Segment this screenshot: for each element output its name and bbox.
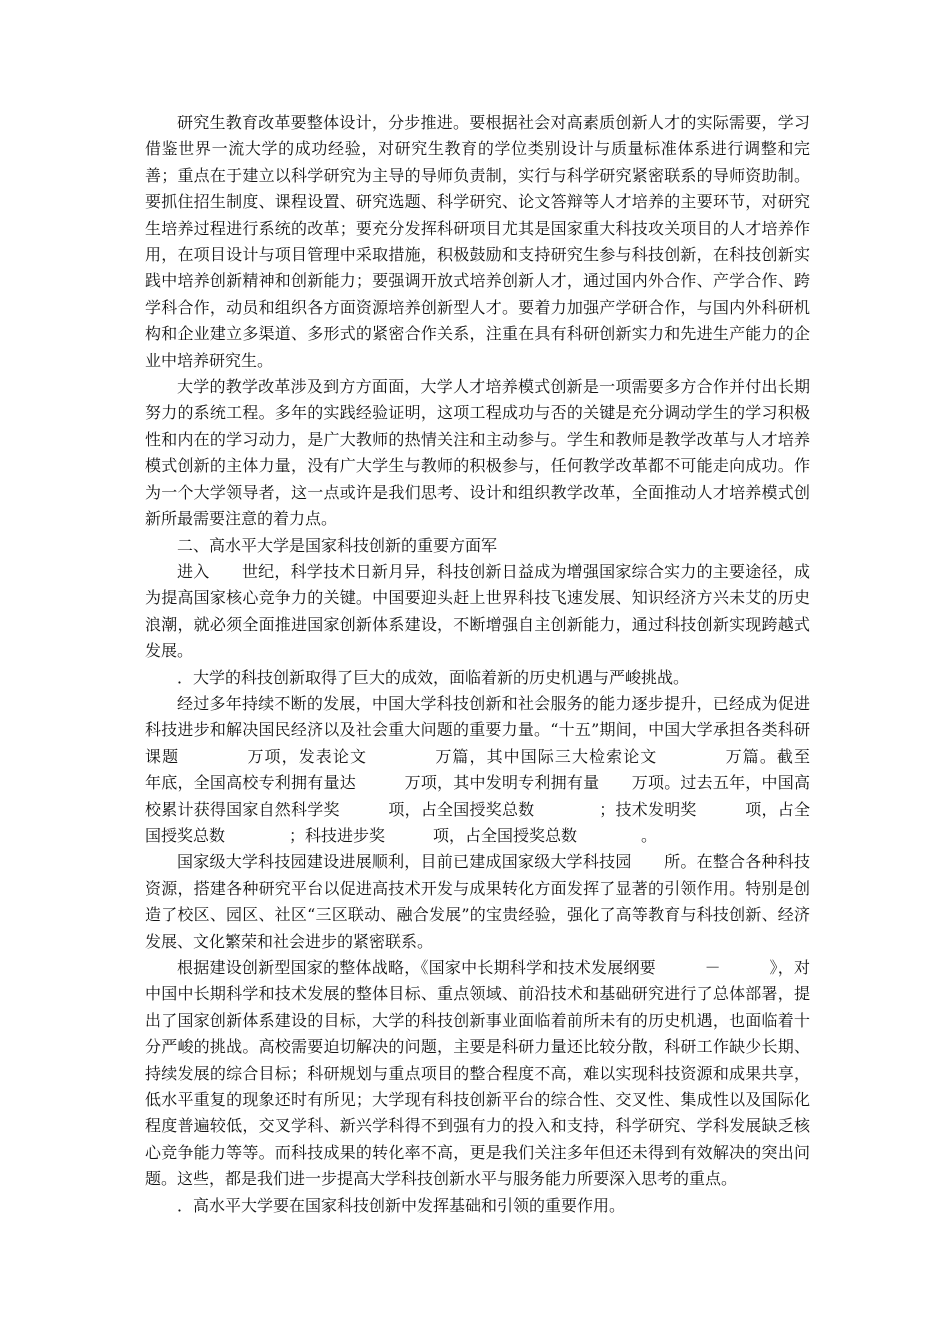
paragraph-strategy-challenges: 根据建设创新型国家的整体战略，《国家中长期科学和技术发展纲要 － 》，对中国中长期科学和技术发展的整体目标、重点领域、前沿技术和基础研究进行了总体部署，提出了国家创新体系建设的目标，大学的科技创新事业面临着前所未有的历史机遇，也面临着十分严峻的挑战。高校需要迫切解决的问题，主要是科研力量还比较分散，科研工作缺少长期、持续发展的综合目标；科研规划与重点项目的整合程度不高，难以实现科技资源和成果共享，低水平重复的现象还时有所见；大学现有科技创新平台的综合性、交叉性、集成性以及国际化程度普遍较低，交叉学科、新兴学科得不到强有力的投入和支持，科学研究、学科发展缺乏核心竞争能力等等。而科技成果的转化率不高，更是我们关注多年但还未得到有效解决的突出问题。这些，都是我们进一步提高大学科技创新水平与服务能力所要深入思考的重点。 — [145, 958, 810, 1189]
subheading-achievements: ．大学的科技创新取得了巨大的成效，面临着新的历史机遇与严峻挑战。 — [177, 667, 690, 687]
paragraph-science-parks: 国家级大学科技园建设进展顺利，目前已建成国家级大学科技园 所。在整合各种科技资源，搭建各种研究平台以促进高技术开发与成果转化方面发挥了显著的引领作用。特别是创造了校区、园区、社区“三区联动、融合发展”的宝贵经验，强化了高等教育与科技创新、经济发展、文化繁荣和社会进步的紧密联系。 — [145, 852, 810, 951]
paragraph-statistics: 经过多年持续不断的发展，中国大学科技创新和社会服务的能力逐步提升，已经成为促进科技进步和解决国民经济以及社会重大问题的重要力量。“十五”期间，中国大学承担各类科研课题 万项，发表论文 万篇，其中国际三大检索论文 万篇。截至 年底，全国高校专利拥有量达 万项，其中发明专利拥有量 万项。过去五年，中国高校累计获得国家自然科学奖 项，占全国授奖总数 ；技术发明奖 项，占全国授奖总数 ；科技进步奖 项，占全国授奖总数 。 — [145, 693, 875, 845]
paragraph-teaching-reform: 大学的教学改革涉及到方方面面，大学人才培养模式创新是一项需要多方合作并付出长期努力的系统工程。多年的实践经验证明，这项工程成功与否的关键是充分调动学生的学习积极性和内在的学习动力，是广大教师的热情关注和主动参与。学生和教师是教学改革与人才培养模式创新的主体力量，没有广大学生与教师的积极参与，任何教学改革都不可能走向成功。作为一个大学领导者，这一点或许是我们思考、设计和组织教学改革，全面推动人才培养模式创新所最需要注意的着力点。 — [145, 377, 810, 529]
paragraph-21st-century: 进入 世纪，科学技术日新月异，科技创新日益成为增强国家综合实力的主要途径，成为提高国家核心竞争力的关键。中国要迎头赶上世界科技飞速发展、知识经济方兴未艾的历史浪潮，就必须全面推进国家创新体系建设，不断增强自主创新能力，通过科技创新实现跨越式发展。 — [145, 561, 810, 661]
document-body — [145, 110, 875, 1219]
section-heading-2: 二、高水平大学是国家科技创新的重要方面军 — [177, 535, 498, 555]
paragraph-graduate-education-reform: 研究生教育改革要整体设计，分步推进。要根据社会对高素质创新人才的实际需要，学习借鉴世界一流大学的成功经验，对研究生教育的学位类别设计与质量标准体系进行调整和完善；重点在于建立以科学研究为主导的导师负责制，实行与科学研究紧密联系的导师资助制。要抓住招生制度、课程设置、研究选题、科学研究、论文答辩等人才培养的主要环节，对研究生培养过程进行系统的改革；要充分发挥科研项目尤其是国家重大科技攻关项目的人才培养作用，在项目设计与项目管理中采取措施，积极鼓励和支持研究生参与科技创新，在科技创新实践中培养创新精神和创新能力；要强调开放式培养创新人才，通过国内外合作、产学合作、跨学科合作，动员和组织各方面资源培养创新型人才。要着力加强产学研合作，与国内外科研机构和企业建立多渠道、多形式的紧密合作关系，注重在具有科研创新实力和先进生产能力的企业中培养研究生。 — [145, 113, 810, 370]
subheading-leading-role: ．高水平大学要在国家科技创新中发挥基础和引领的重要作用。 — [177, 1195, 626, 1215]
